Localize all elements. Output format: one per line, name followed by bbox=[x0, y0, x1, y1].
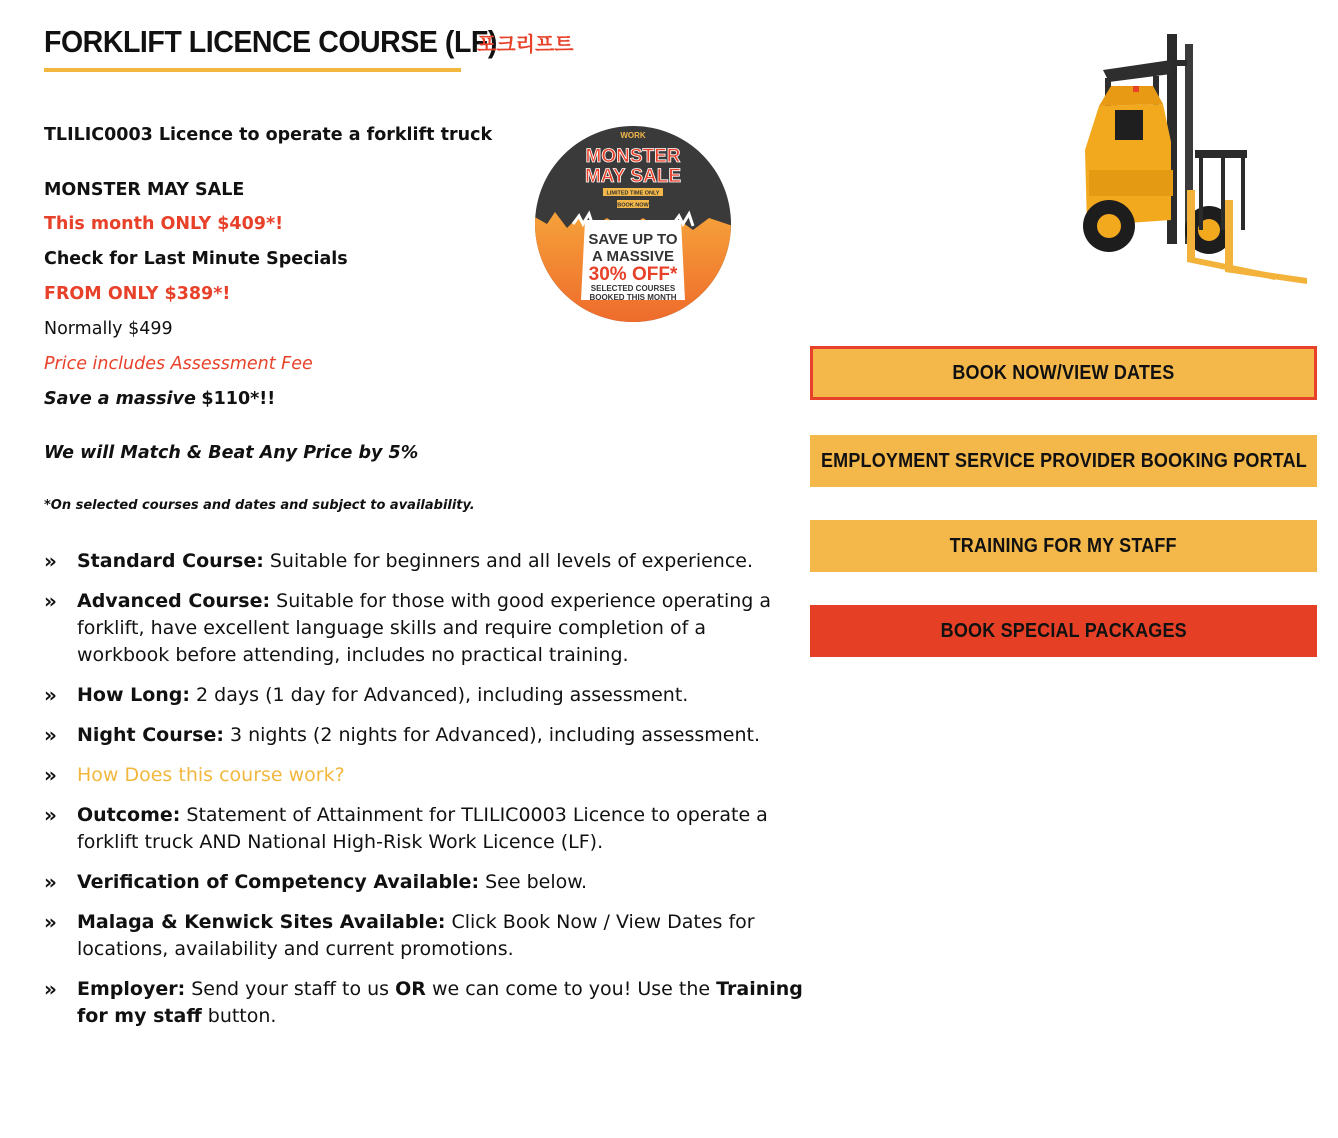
badge-book: BOOK NOW bbox=[617, 202, 649, 209]
monster-may-sale-badge[interactable] bbox=[533, 124, 733, 324]
feature-text: 3 nights (2 nights for Advanced), including assessment. bbox=[223, 724, 761, 746]
list-item bbox=[44, 722, 804, 749]
page-header bbox=[44, 24, 536, 66]
assessment-note: Price includes Assessment Fee bbox=[44, 354, 313, 374]
feature-text: Suitable for those with good experience operating a forklift, have excellent language skills and require completion of a workbook before attending, includes no practical training. bbox=[77, 590, 772, 666]
double-chevron-right-icon: » bbox=[44, 589, 57, 613]
save-prefix: Save a massive bbox=[44, 389, 196, 409]
feature-label: Malaga & Kenwick Sites Available: bbox=[77, 911, 446, 933]
double-chevron-right-icon: » bbox=[44, 910, 57, 934]
month-price: This month ONLY $409*! bbox=[44, 214, 284, 234]
feature-bold: Training for my staff bbox=[77, 978, 803, 1027]
feature-text: 2 days (1 day for Advanced), including assessment. bbox=[190, 684, 689, 706]
feature-label: Standard Course: bbox=[77, 550, 264, 572]
feature-text: we can come to you! Use the bbox=[425, 978, 717, 1000]
how-does-course-work-link[interactable]: How Does this course work? bbox=[77, 764, 345, 786]
training-for-my-staff-button[interactable] bbox=[810, 520, 1317, 572]
badge-small1: SELECTED COURSES bbox=[590, 284, 676, 293]
double-chevron-right-icon: » bbox=[44, 723, 57, 747]
badge-line1: MONSTER bbox=[585, 146, 681, 167]
badge-small2: BOOKED THIS MONTH bbox=[589, 293, 677, 302]
feature-label: Night Course: bbox=[77, 724, 224, 746]
employment-portal-label: EMPLOYMENT SERVICE PROVIDER BOOKING PORTAL bbox=[820, 449, 1307, 472]
list-item bbox=[44, 762, 804, 789]
normal-price: Normally $499 bbox=[44, 319, 173, 339]
title-underline bbox=[44, 68, 461, 72]
feature-text: Suitable for beginners and all levels of experience. bbox=[263, 550, 754, 572]
feature-text: See below. bbox=[479, 871, 588, 893]
course-features-list bbox=[44, 548, 804, 1043]
feature-text: Statement of Attainment for TLILIC0003 Licence to operate a forklift truck AND National High-Risk Work Licence (LF). bbox=[77, 804, 768, 853]
feature-or: OR bbox=[395, 978, 426, 1000]
book-special-packages-label: BOOK SPECIAL PACKAGES bbox=[940, 619, 1187, 642]
forklift-image bbox=[1075, 30, 1315, 285]
book-now-label: BOOK NOW/VIEW DATES bbox=[952, 361, 1175, 384]
book-special-packages-button[interactable] bbox=[810, 605, 1317, 657]
korean-label: 포크리프트 bbox=[477, 32, 574, 56]
badge-line2: MAY SALE bbox=[584, 166, 682, 187]
course-code: TLILIC0003 Licence to operate a forklift truck bbox=[44, 125, 493, 145]
page-title: FORKLIFT LICENCE COURSE (LF) bbox=[44, 24, 497, 59]
feature-text: Send your staff to us bbox=[185, 978, 396, 1000]
feature-label: How Long: bbox=[77, 684, 191, 706]
sale-title: MONSTER MAY SALE bbox=[44, 180, 245, 200]
feature-label: Verification of Competency Available: bbox=[77, 871, 480, 893]
feature-text: Click Book Now / View Dates for locations, availability and current promotions. bbox=[77, 911, 755, 960]
employment-portal-button[interactable] bbox=[810, 435, 1317, 487]
list-item bbox=[44, 909, 804, 963]
feature-label: Outcome: bbox=[77, 804, 181, 826]
badge-save2: A MASSIVE bbox=[592, 248, 674, 265]
double-chevron-right-icon: » bbox=[44, 683, 57, 707]
book-now-view-dates-button[interactable] bbox=[810, 346, 1317, 400]
list-item bbox=[44, 869, 804, 896]
list-item bbox=[44, 548, 804, 575]
badge-save1: SAVE UP TO bbox=[588, 231, 678, 248]
list-item bbox=[44, 682, 804, 709]
disclaimer: *On selected courses and dates and subject to availability. bbox=[44, 498, 475, 513]
double-chevron-right-icon: » bbox=[44, 549, 57, 573]
feature-label: Employer: bbox=[77, 978, 186, 1000]
feature-text: button. bbox=[201, 1005, 277, 1027]
training-for-my-staff-label: TRAINING FOR MY STAFF bbox=[949, 534, 1178, 557]
double-chevron-right-icon: » bbox=[44, 763, 57, 787]
price-match: We will Match & Beat Any Price by 5% bbox=[44, 443, 419, 463]
double-chevron-right-icon: » bbox=[44, 977, 57, 1001]
last-minute-specials: Check for Last Minute Specials bbox=[44, 249, 348, 269]
double-chevron-right-icon: » bbox=[44, 870, 57, 894]
save-amount: $110*!! bbox=[201, 389, 276, 409]
feature-label: Advanced Course: bbox=[77, 590, 271, 612]
badge-top: WORK bbox=[620, 131, 646, 140]
badge-limited: LIMITED TIME ONLY bbox=[606, 190, 660, 197]
from-price: FROM ONLY $389*! bbox=[44, 284, 231, 304]
list-item bbox=[44, 588, 804, 669]
badge-save3: 30% OFF* bbox=[588, 264, 678, 285]
list-item bbox=[44, 976, 804, 1030]
double-chevron-right-icon: » bbox=[44, 803, 57, 827]
list-item bbox=[44, 802, 804, 856]
save-line bbox=[44, 388, 804, 411]
